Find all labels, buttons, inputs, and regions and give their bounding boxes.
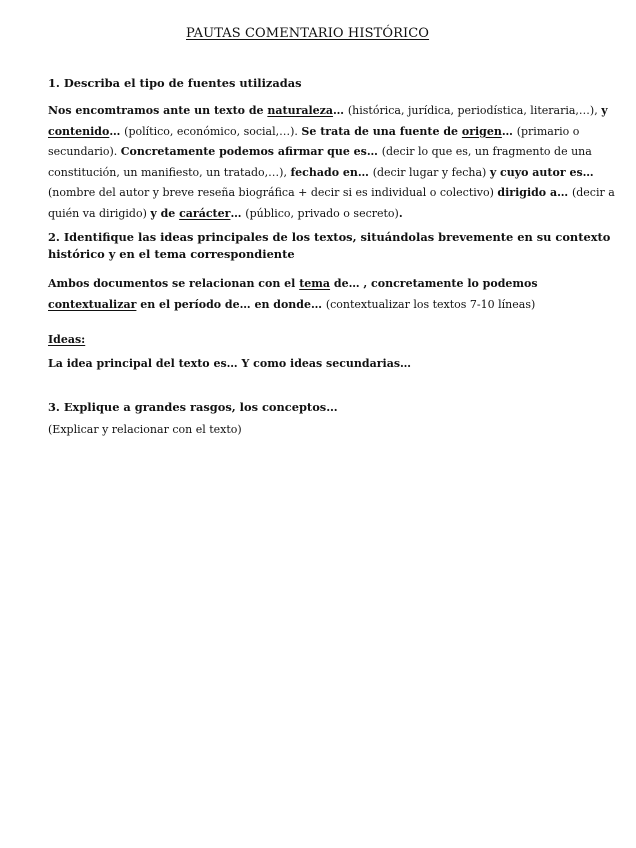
text-hint: (decir a quién va dirigido) — [48, 186, 615, 220]
text-end: en el período de… en donde… — [136, 297, 326, 311]
text-intro: Nos encomtramos ante un texto de — [48, 104, 268, 117]
text-y: y — [601, 104, 608, 117]
text-hint: (histórica, jurídica, periodística, literaria,…), — [347, 104, 602, 117]
text-hint: (político, económico, social,…). — [124, 124, 302, 138]
text-dots: … — [230, 206, 246, 220]
text-dots: … — [501, 124, 517, 138]
text-dirigido: dirigido a… — [497, 186, 572, 199]
text-mid: de… , concretamente lo podemos — [330, 277, 538, 290]
text-autor: y cuyo autor es… — [489, 165, 594, 179]
section-1-heading: 1. Describa el tipo de fuentes utilizadas — [48, 76, 302, 90]
text-y-de: y de — [150, 206, 180, 220]
text-intro: Ambos documentos se relacionan con el — [48, 277, 300, 290]
section-3-hint: (Explicar y relacionar con el texto) — [48, 423, 242, 436]
text-contextualizar: contextualizar — [48, 297, 137, 311]
text-dots: … — [333, 104, 348, 117]
section-2-heading: 2. Identifique las ideas principales de los textos, situándolas brevemente en su contexto histórico y en el tema correspondiente — [48, 230, 611, 261]
ideas-text: La idea principal del texto es… Y como ideas secundarias… — [48, 357, 412, 370]
text-hint: (contextualizar los textos 7-10 líneas) — [325, 297, 536, 311]
text-fechado: fechado en… — [290, 165, 373, 179]
text-naturaleza: naturaleza — [267, 104, 334, 117]
ideas-label: Ideas: — [48, 333, 86, 346]
text-dots: … — [109, 124, 125, 138]
section-2-paragraph — [48, 274, 620, 315]
text-hint: (público, privado o secreto) — [245, 206, 399, 220]
section-1-paragraph — [48, 101, 620, 224]
text-contenido: contenido — [48, 124, 110, 138]
text-hint: (decir lo que es, un fragmento de una constitución, un manifiesto, un tratado,…), — [48, 145, 592, 179]
document-title: PAUTAS COMENTARIO HISTÓRICO — [186, 26, 430, 41]
text-caracter: carácter — [179, 206, 231, 220]
text-hint: (primario o secundario). — [48, 124, 580, 158]
text-concretamente: Concretamente podemos afirmar que es… — [120, 145, 382, 158]
text-tema: tema — [299, 277, 331, 290]
section-3-heading: 3. Explique a grandes rasgos, los conceptos… — [48, 400, 338, 414]
text-fuente: Se trata de una fuente de — [301, 124, 462, 138]
text-origen: origen — [461, 124, 502, 138]
text-hint: (nombre del autor y breve reseña biográfica + decir si es individual o colectivo) — [48, 186, 498, 199]
text-end: . — [398, 206, 403, 220]
text-hint: (decir lugar y fecha) — [372, 165, 490, 179]
